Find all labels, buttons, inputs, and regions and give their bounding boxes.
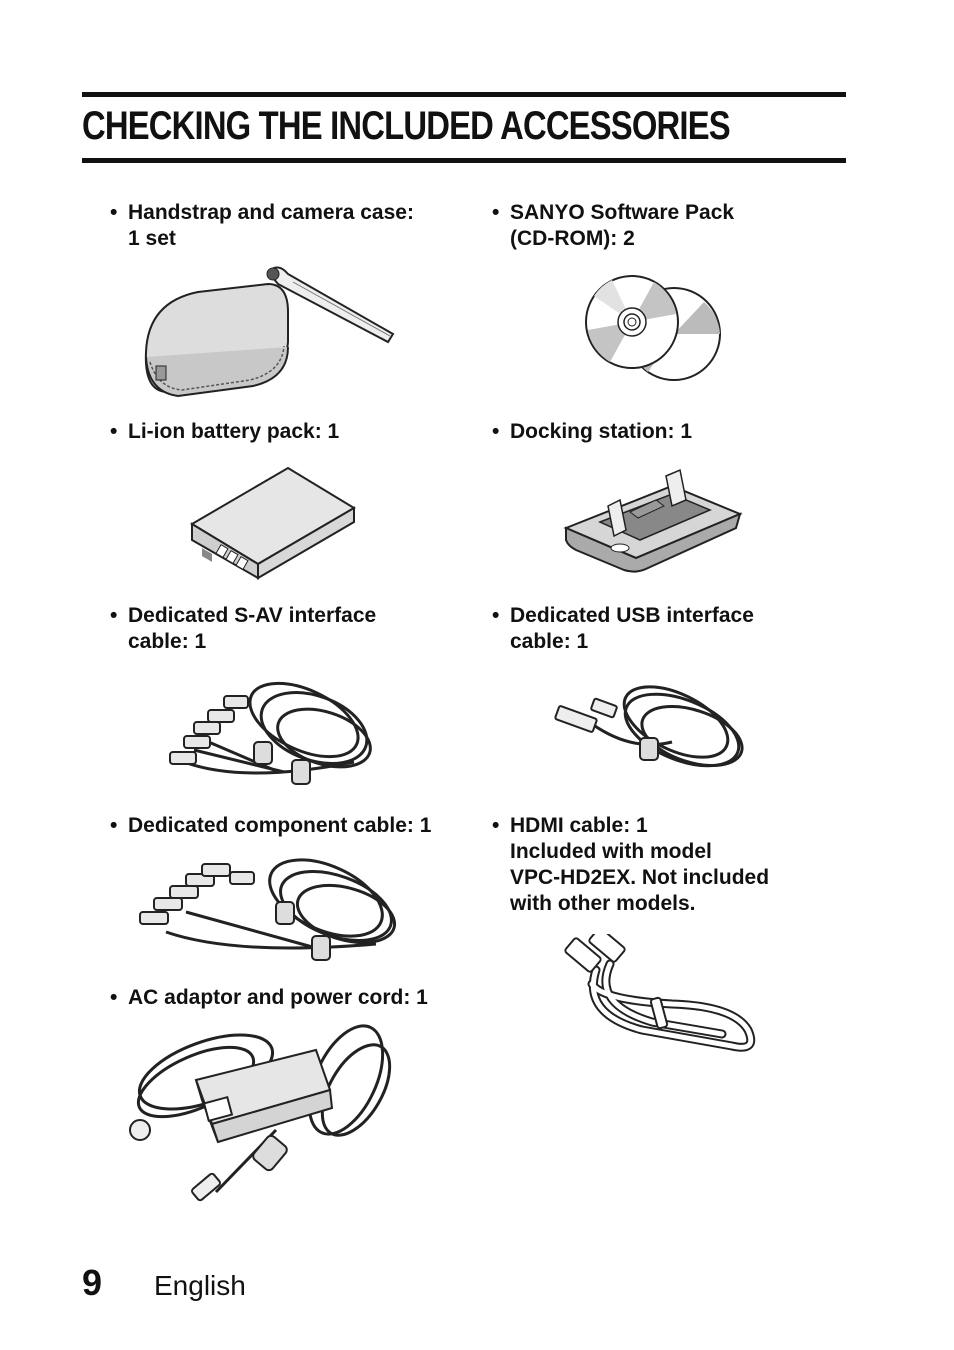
item-text-line: cable: 1 bbox=[510, 630, 589, 653]
item-text-line: 1 set bbox=[128, 227, 176, 250]
language-label: English bbox=[154, 1270, 246, 1301]
bullet: • bbox=[492, 201, 500, 224]
sav-cable-illustration bbox=[164, 680, 376, 790]
bullet: • bbox=[110, 201, 118, 224]
item-text-line: Handstrap and camera case: bbox=[128, 201, 414, 224]
hdmi-cable-illustration bbox=[562, 934, 758, 1074]
bullet: • bbox=[110, 604, 118, 627]
item-text-line: AC adaptor and power cord: 1 bbox=[128, 986, 428, 1009]
title-rule-bottom bbox=[82, 158, 846, 163]
usb-cable-illustration bbox=[552, 682, 756, 788]
item-text-line: Dedicated USB interface bbox=[510, 604, 754, 627]
item-text-line: Dedicated S-AV interface bbox=[128, 604, 377, 627]
bullet: • bbox=[492, 814, 500, 837]
cd-rom-illustration bbox=[584, 272, 726, 384]
page-title: CHECKING THE INCLUDED ACCESSORIES bbox=[82, 104, 730, 148]
bullet: • bbox=[110, 420, 118, 443]
item-text-line: Included with model bbox=[510, 840, 712, 863]
item-text-line: VPC-HD2EX. Not included bbox=[510, 866, 770, 889]
item-text-line: SANYO Software Pack bbox=[510, 201, 735, 224]
bullet: • bbox=[492, 420, 500, 443]
component-cable-illustration bbox=[136, 852, 404, 964]
title-rule-top bbox=[82, 92, 846, 97]
item-text-line: Li-ion battery pack: 1 bbox=[128, 420, 340, 443]
item-text-line: with other models. bbox=[510, 892, 696, 915]
camera-case-illustration bbox=[138, 262, 404, 402]
item-text-line: (CD-ROM): 2 bbox=[510, 227, 635, 250]
item-text-line: cable: 1 bbox=[128, 630, 207, 653]
bullet: • bbox=[110, 986, 118, 1009]
item-text-line: Docking station: 1 bbox=[510, 420, 693, 443]
ac-adaptor-illustration bbox=[126, 1020, 408, 1210]
battery-pack-illustration bbox=[188, 464, 358, 580]
bullet: • bbox=[110, 814, 118, 837]
item-text-line: Dedicated component cable: 1 bbox=[128, 814, 432, 837]
page-number: 9 bbox=[82, 1262, 103, 1303]
bullet: • bbox=[492, 604, 500, 627]
item-text-line: HDMI cable: 1 bbox=[510, 814, 648, 837]
docking-station-illustration bbox=[560, 462, 744, 576]
